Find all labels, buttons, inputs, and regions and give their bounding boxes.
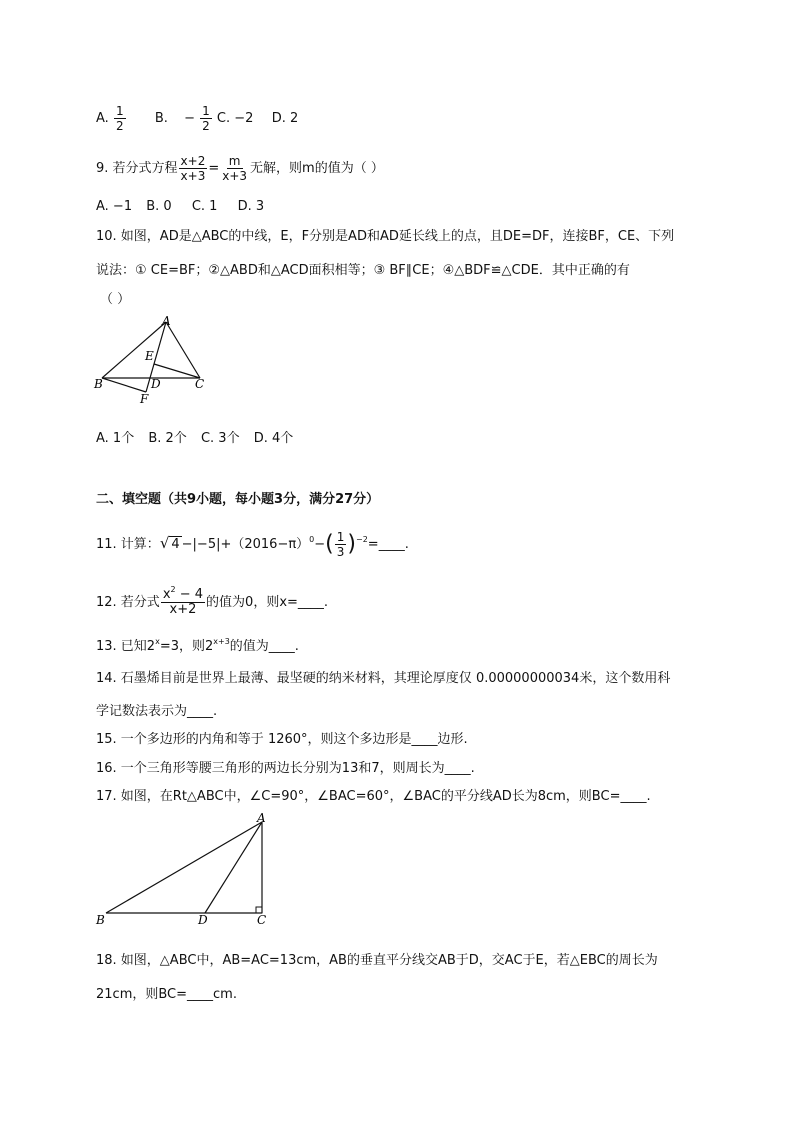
- q10-label-e: E: [145, 349, 154, 363]
- q11-sqrt-sign: √: [159, 534, 170, 552]
- q9-suffix: 无解，则m的值为（ ）: [250, 161, 384, 176]
- q9-left-denominator: x+3: [180, 169, 206, 183]
- q8-option-b-label: B.: [154, 111, 168, 126]
- q10-option-c: C. 3个: [200, 431, 240, 446]
- q13-exponent-2: x+3: [213, 637, 230, 646]
- q11-mid: −|−5|+（2016−π）: [181, 537, 310, 552]
- q17-stem: 17. 如图，在Rt△ABC中，∠C=90°，∠BAC=60°，∠BAC的平分线AD长为8cm，则BC=____.: [96, 789, 651, 804]
- q9-stem: [96, 154, 384, 183]
- q12-num-base: x: [162, 587, 171, 602]
- q13-prefix: 13. 已知2: [96, 639, 156, 654]
- q8-option-b-sign: −: [184, 111, 195, 126]
- q12-fraction: [161, 585, 205, 617]
- q9-right-numerator: m: [228, 154, 241, 168]
- q12-num-rest: − 4: [175, 587, 204, 602]
- q10-label-b: B: [94, 377, 103, 391]
- q8-option-c: C. −2: [216, 111, 254, 126]
- q12-stem: [96, 585, 329, 617]
- q10-option-a: A. 1个: [96, 431, 135, 446]
- q17-label-b: B: [96, 913, 105, 927]
- q17-label-c: C: [257, 913, 267, 927]
- q9-left-numerator: x+2: [180, 154, 206, 168]
- q9-fraction-left: [179, 154, 208, 183]
- q10-label-f: F: [140, 392, 149, 406]
- q13-stem: [96, 638, 299, 656]
- q10-options: [96, 430, 303, 448]
- q9-option-d: D. 3: [237, 199, 265, 214]
- q14-line-2: 学记数法表示为____.: [96, 704, 218, 719]
- q13-exponent-1: x: [155, 637, 160, 646]
- q9-options: [96, 198, 274, 216]
- q10-line-1: 10. 如图，AD是△ABC的中线，E，F分别是AD和AD延长线上的点，且DE=DF，连接BF，CE、下列: [96, 229, 675, 244]
- q8-option-a-label: A.: [96, 111, 109, 126]
- q11-frac-denominator: 3: [336, 545, 345, 559]
- q11-exp: −2: [356, 535, 368, 544]
- q12-num-exponent: 2: [170, 585, 176, 594]
- q10-label-c: C: [195, 377, 205, 391]
- q8-option-d: D. 2: [271, 111, 299, 126]
- q12-numerator: [161, 585, 205, 603]
- q8-option-a-fraction: [114, 104, 126, 133]
- q11-exp-zero: 0: [309, 535, 315, 544]
- q11-left-paren: (: [325, 531, 334, 557]
- q11-right-paren: ): [347, 531, 356, 557]
- q8-a-numerator: 1: [115, 104, 124, 118]
- q10-line-3: （ ）: [100, 292, 131, 307]
- q12-denominator: x+2: [169, 602, 197, 617]
- q11-radicand: 4: [171, 537, 180, 552]
- q12-prefix: 12. 若分式: [96, 595, 160, 610]
- q9-option-c: C. 1: [191, 199, 218, 214]
- q15-stem: 15. 一个多边形的内角和等于 1260°，则这个多边形是____边形.: [96, 732, 468, 747]
- q13-suffix: 的值为____.: [229, 639, 299, 654]
- q10-option-b: B. 2个: [148, 431, 187, 446]
- q9-prefix: 9. 若分式方程: [96, 161, 178, 176]
- section-2-title: 二、填空题（共9小题，每小题3分，满分27分）: [96, 492, 380, 507]
- q11-frac-numerator: 1: [336, 530, 345, 544]
- q8-options: [96, 104, 298, 133]
- q9-equals: =: [208, 161, 220, 176]
- q10-label-a: A: [162, 314, 171, 328]
- q11-suffix: =____.: [367, 537, 409, 552]
- q9-option-b: B. 0: [146, 199, 172, 214]
- q16-stem: 16. 一个三角形等腰三角形的两边长分别为13和7，则周长为____.: [96, 761, 475, 776]
- q8-a-denominator: 2: [115, 119, 124, 133]
- q10-label-d: D: [151, 377, 161, 391]
- q10-line-2: 说法：① CE=BF；②△ABD和△ACD面积相等；③ BF∥CE；④△BDF≌△CDE．其中正确的有: [96, 263, 630, 278]
- q8-option-b-fraction: [200, 104, 212, 133]
- q11-minus: −: [314, 537, 326, 552]
- q17-label-d: D: [198, 913, 208, 927]
- q8-b-denominator: 2: [202, 119, 210, 133]
- q9-fraction-right: [220, 154, 249, 183]
- q10-triangle-figure: [88, 312, 218, 408]
- q17-triangle-figure: [92, 810, 282, 928]
- q11-fraction: [335, 530, 347, 559]
- q14-line-1: 14. 石墨烯目前是世界上最薄、最坚硬的纳米材料，其理论厚度仅 0.00000000034米，这个数用科: [96, 671, 671, 686]
- q11-stem: [96, 530, 409, 559]
- q18-line-2: 21cm，则BC=____cm.: [96, 987, 237, 1002]
- q13-mid: =3，则2: [159, 639, 214, 654]
- q11-prefix: 11. 计算：: [96, 537, 160, 552]
- q18-line-1: 18. 如图，△ABC中，AB=AC=13cm，AB的垂直平分线交AB于D，交AC于E，若△EBC的周长为: [96, 953, 658, 968]
- q8-b-numerator: 1: [202, 104, 210, 118]
- q17-label-a: A: [257, 811, 266, 825]
- q9-right-denominator: x+3: [222, 169, 248, 183]
- q10-option-d: D. 4个: [253, 431, 294, 446]
- q12-suffix: 的值为0，则x=____.: [206, 595, 329, 610]
- q9-option-a: A. −1: [96, 199, 133, 214]
